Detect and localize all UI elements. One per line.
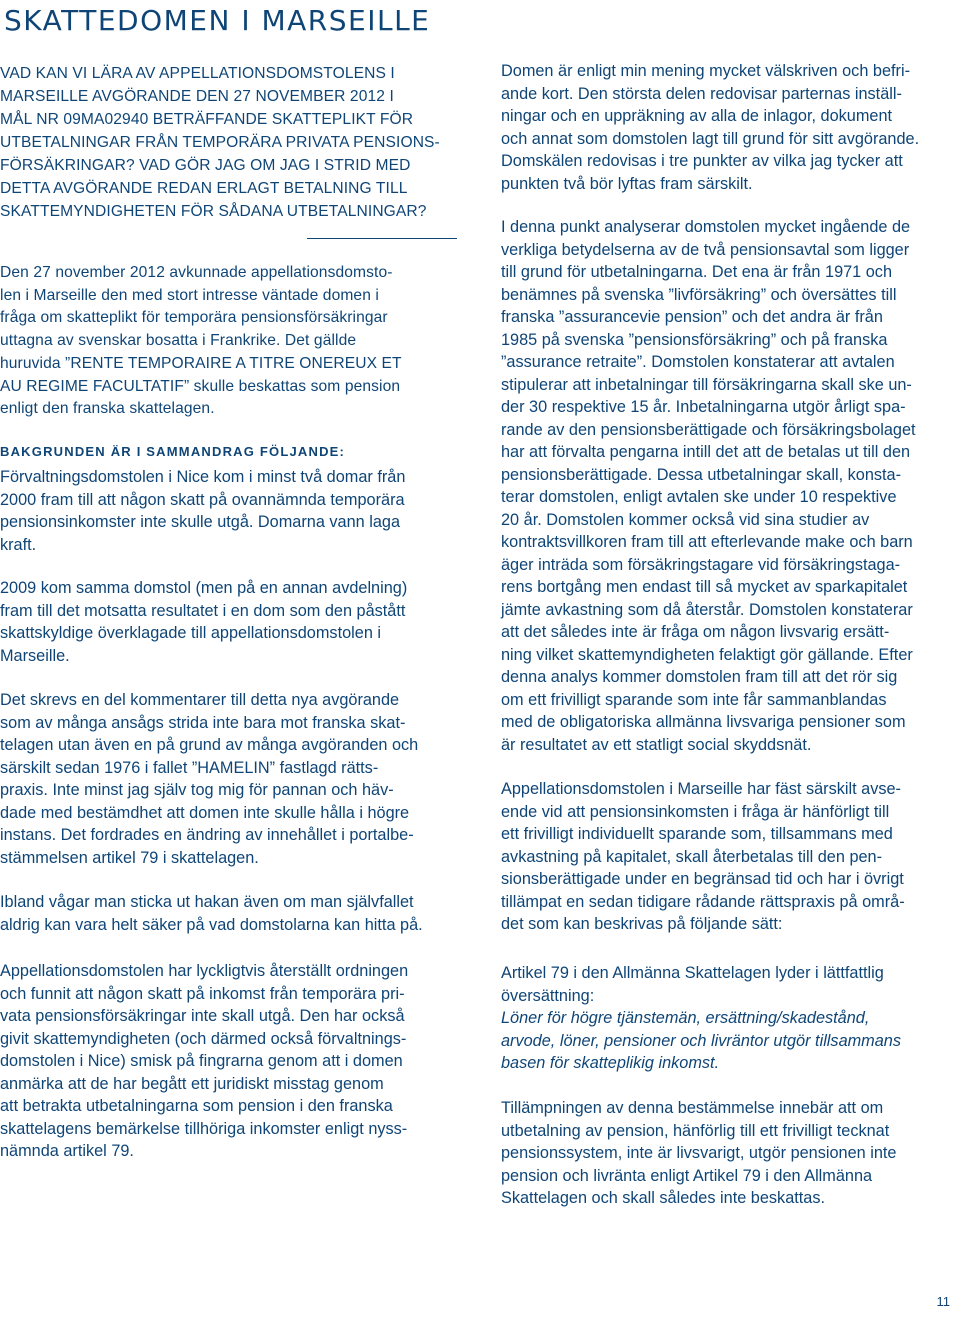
text-line: terar domstolen, enligt avtalen ske under 10 respektive — [501, 488, 897, 506]
body-paragraph — [0, 960, 462, 1163]
text-line: utbetalning av pension, hänförlig till ett frivilligt tecknat — [501, 1121, 890, 1140]
text-line: översättning: — [501, 986, 595, 1005]
text-line: basen för skatteplikig inkomst. — [501, 1054, 720, 1072]
text-line: pensionsberättigade. Dessa utbetalningar skall, konsta- — [501, 465, 902, 484]
text-line: Skattelagen och skall således inte beskattas. — [501, 1189, 826, 1207]
text-line: len i Marseille den med stort intresse väntade domen i — [0, 286, 379, 304]
text-line: sionsberättigade under en begränsad tid och har i övrigt — [501, 870, 904, 888]
text-line: särskilt sedan 1976 i fallet ”HAMELIN” fastlagd rätts- — [0, 758, 379, 777]
text-line: rande av den pensionsberättigade och försäkringsbolaget — [501, 420, 916, 439]
lead-text — [0, 62, 462, 223]
text-line: har att förvalta pengarna intill det att de betalas ut till den — [501, 443, 911, 461]
lead-line: FÖRSÄKRINGAR? VAD GÖR JAG OM JAG I STRID MED — [0, 157, 411, 174]
text-line: jämte avkastning som då återstår. Domstolen konstaterar — [501, 600, 913, 619]
lead-line: DETTA AVGÖRANDE REDAN ERLAGT BETALNING TILL — [0, 180, 408, 197]
text-line: stipulerar att inbetalningar till försäkringarna skall ske un- — [501, 375, 912, 394]
text-line: verkliga betydelserna av de två pensionsavtal som ligger — [501, 240, 910, 259]
body-paragraph — [0, 577, 462, 667]
text-line: pension och livränta enligt Artikel 79 i den Allmänna — [501, 1166, 873, 1185]
text-line: Den 27 november 2012 avkunnade appellationsdomsto- — [0, 264, 393, 281]
text-line: enligt den franska skattelagen. — [0, 400, 215, 418]
text-line: att betrakta utbetalningarna som pension i den franska — [0, 1097, 393, 1115]
text-line: fråga om skatteplikt för temporära pensionsförsäkringar — [0, 309, 388, 327]
text-line: med de obligatoriska allmänna livsvariga pensioner som — [501, 713, 906, 731]
text-line: Artikel 79 i den Allmänna Skattelagen lyder i lättfattlig — [501, 964, 884, 982]
text-line: telagen utan även en på grund av många avgöranden och — [0, 736, 419, 754]
text-line: att det således inte är fråga om någon livsvarig ersätt- — [501, 623, 890, 641]
text-line: kraft. — [0, 535, 37, 554]
text-line: pensionsinkomster inte skulle utgå. Domarna vann laga — [0, 513, 401, 531]
text-line: 20 år. Domstolen kommer också vid sina studier av — [501, 510, 870, 529]
text-line: 2009 kom samma domstol (men på en annan avdelning) — [0, 579, 408, 597]
text-line: ningar och en uppräkning av alla de inlagor, dokument — [501, 107, 893, 125]
text-line: det som kan beskrivas på följande sätt: — [501, 915, 783, 933]
text-line: huruvida ”RENTE TEMPORAIRE A TITRE ONEREUX ET — [0, 354, 402, 372]
text-line: till grund för utbetalningarna. Det ena är från 1971 och — [501, 263, 893, 281]
text-line: Appellationsdomstolen har lyckligtvis återställt ordningen — [0, 962, 409, 980]
text-line: anmärka att de har begått ett juridiskt misstag genom — [0, 1074, 384, 1093]
body-paragraph — [0, 891, 462, 936]
text-line: AU REGIME FACULTATIF” skulle beskattas som pension — [0, 377, 401, 395]
text-line: 2000 fram till att någon skatt på ovannämnda temporära — [0, 490, 405, 509]
text-line: ”assurance retraite”. Domstolen konstaterar att avtalen — [501, 353, 895, 371]
text-line: franska ”assurancevie pension” och det andra är från — [501, 308, 883, 326]
text-line: denna analys kommer domstolen fram till att det rör sig — [501, 668, 898, 686]
text-line: Domskälen redovisas i tre punkter av vilka jag tycker att — [501, 152, 903, 170]
body-paragraph — [501, 1097, 953, 1210]
text-line: om ett frivilligt sparande som inte får sammanblandas — [501, 690, 887, 709]
text-line: rens bortgång men endast till så mycket av sparkapitalet — [501, 578, 908, 596]
text-line: instans. Det fordrades en ändring av innehållet i portalbe- — [0, 826, 414, 844]
text-line: äger inträda som försäkringstagare vid försäkringstaga- — [501, 555, 901, 574]
text-line: pensionssystem, inte är livsvarigt, utgör pensionen inte — [501, 1144, 897, 1162]
text-line: Ibland vågar man sticka ut hakan även om man självfallet — [0, 893, 414, 911]
quoted-law-text — [501, 1007, 953, 1075]
text-line: Domen är enligt min mening mycket välskriven och befri- — [501, 62, 910, 80]
text-line: Det skrevs en del kommentarer till detta nya avgörande — [0, 691, 400, 709]
text-line: ett frivilligt individuellt sparande som, tillsammans med — [501, 825, 893, 843]
lead-line: MÅL NR 09MA02940 BETRÄFFANDE SKATTEPLIKT FÖR — [0, 111, 414, 128]
subhead-text: BAKGRUNDEN ÄR I SAMMANDRAG FÖLJANDE: — [0, 444, 346, 459]
body-paragraph — [501, 962, 953, 1007]
text-line: Tillämpningen av denna bestämmelse innebär att om — [501, 1099, 884, 1117]
text-line: punkten två bör lyftas fram särskilt. — [501, 174, 753, 193]
text-line: skattelagens bemärkelse tillhöriga inkomster enligt nyss- — [0, 1119, 408, 1138]
text-line: 1985 på svenska ”pensionsförsäkring” och på franska — [501, 330, 888, 349]
body-paragraph — [501, 60, 953, 195]
text-line: givit skattemyndigheten (och därmed också förvaltnings- — [0, 1029, 407, 1048]
text-line: stämmelsen artikel 79 i skattelagen. — [0, 848, 259, 867]
text-line: Marseille. — [0, 646, 70, 665]
text-line: praxis. Inte minst jag själv tog mig för pannan och häv- — [0, 781, 394, 799]
body-paragraph — [0, 466, 462, 556]
body-paragraph — [0, 689, 462, 869]
text-line: benämnes på svenska ”livförsäkring” och översättes till — [501, 285, 897, 304]
text-line: tillämpat en sedan tidigare rådande rättspraxis på områ- — [501, 892, 905, 911]
lead-line: SKATTEMYNDIGHETEN FÖR SÅDANA UTBETALNINGAR? — [0, 203, 427, 220]
text-line: der 30 respektive 15 år. Inbetalningarna utgör årligt spa- — [501, 398, 906, 416]
text-line: som av många ansågs strida inte bara mot franska skat- — [0, 713, 406, 732]
text-line: kontraktsvillkoren fram till att efterlevande make och barn — [501, 533, 913, 551]
text-line: arvode, löner, pensioner och livräntor utgör tillsammans — [501, 1031, 901, 1050]
text-line: fram till det motsatta resultatet i en dom som den påstått — [0, 601, 406, 620]
text-line: är resultatet av ett statligt social skyddsnät. — [501, 735, 812, 754]
text-line: och funnit att någon skatt på inkomst från temporära pri- — [0, 984, 405, 1003]
lead-line: UTBETALNINGAR FRÅN TEMPORÄRA PRIVATA PENSIONS- — [0, 134, 440, 151]
text-line: ende vid att pensionsinkomsten i fråga är hänförligt till — [501, 802, 890, 821]
text-line: domstolen i Nice) smisk på fingrarna genom att i domen — [0, 1052, 403, 1070]
text-line: uttagna av svenskar bosatta i Frankrike. Det gällde — [0, 332, 357, 350]
intro-paragraph — [0, 262, 462, 421]
divider-rule — [307, 238, 457, 239]
article-title: SKATTEDOMEN I MARSEILLE — [4, 4, 431, 37]
text-line: skattskyldige överklagade till appellationsdomstolen i — [0, 624, 382, 642]
text-line: ande kort. Den största delen redovisar parternas inställ- — [501, 84, 902, 103]
text-line: dade med bestämdhet att domen inte skulle hålla i högre — [0, 803, 410, 822]
text-line: aldrig kan vara helt säker på vad domstolarna kan hitta på. — [0, 915, 423, 934]
text-line: Appellationsdomstolen i Marseille har fäst särskilt avse- — [501, 780, 901, 798]
text-line: I denna punkt analyserar domstolen mycket ingående de — [501, 218, 911, 236]
text-line: Löner för högre tjänstemän, ersättning/skadestånd, — [501, 1009, 870, 1027]
text-line: nämnda artikel 79. — [0, 1142, 134, 1160]
body-paragraph — [501, 216, 953, 756]
text-line: Förvaltningsdomstolen i Nice kom i minst två domar från — [0, 468, 406, 486]
text-line: och annat som domstolen lagt till grund för sitt avgörande. — [501, 129, 920, 148]
page-number: 11 — [936, 1294, 950, 1309]
text-line: ning vilket skattemyndigheten felaktigt gör gällande. Efter — [501, 645, 913, 664]
lead-line: MARSEILLE AVGÖRANDE DEN 27 NOVEMBER 2012 I — [0, 88, 394, 105]
text-line: avkastning på kapitalet, skall återbetalas till den pen- — [501, 847, 883, 866]
text-line: vata pensionsförsäkringar inte skall utgå. Den har också — [0, 1007, 405, 1025]
section-subheading — [0, 443, 345, 461]
body-paragraph — [501, 778, 953, 936]
lead-line: VAD KAN VI LÄRA AV APPELLATIONSDOMSTOLENS I — [0, 65, 395, 82]
